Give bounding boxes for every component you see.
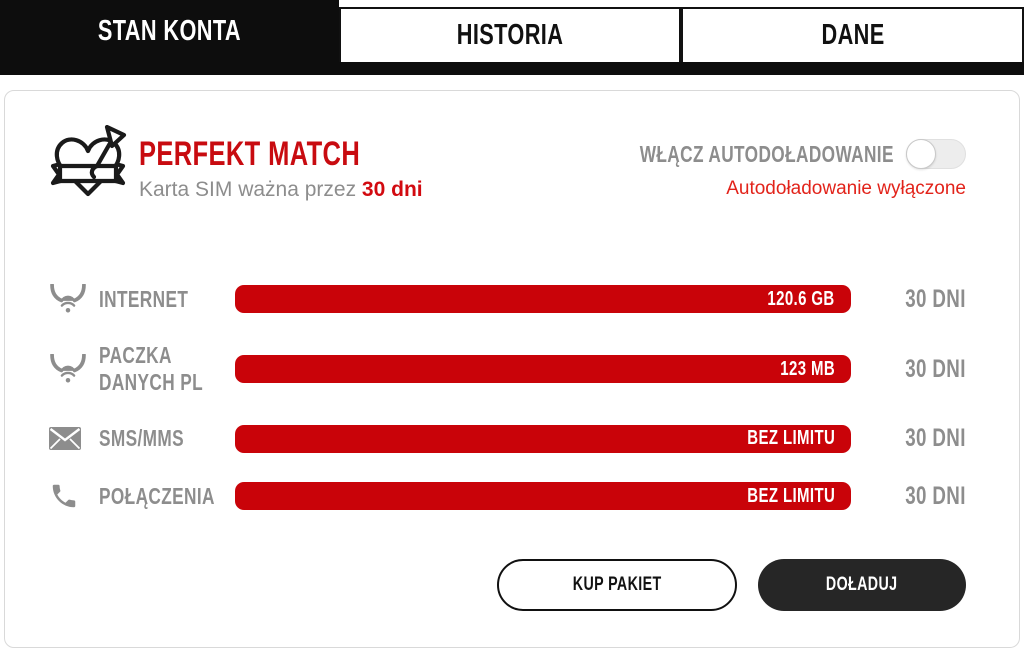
phone-icon xyxy=(49,481,99,511)
usage-bar xyxy=(235,355,851,383)
usage-value: 123 MB xyxy=(780,357,835,380)
usage-label: SMS/MMS xyxy=(99,425,185,451)
tab-label: HISTORIA xyxy=(456,19,564,51)
plan-info xyxy=(49,125,434,207)
usage-label: PACZKA DANYCH PL xyxy=(99,342,204,395)
tab-historia[interactable] xyxy=(339,7,682,62)
usage-row-internet xyxy=(49,284,966,314)
heart-arrow-logo-icon xyxy=(49,125,127,207)
viking-wifi-icon xyxy=(49,354,99,384)
usage-row-paczka-danych xyxy=(49,342,966,396)
usage-row-polaczenia xyxy=(49,481,966,511)
sim-validity-days: 30 dni xyxy=(361,177,423,201)
envelope-icon xyxy=(49,427,99,450)
usage-value: 120.6 GB xyxy=(767,287,835,310)
usage-period: 30 DNI xyxy=(905,354,966,383)
viking-wifi-icon xyxy=(49,284,99,314)
usage-row-sms-mms xyxy=(49,424,966,453)
autotopup-section xyxy=(555,125,966,200)
tab-dane[interactable] xyxy=(681,7,1024,62)
top-up-button[interactable] xyxy=(758,559,966,611)
sim-validity-text: Karta SIM ważna przez xyxy=(139,177,362,201)
plan-title: PERFEKT MATCH xyxy=(139,134,361,173)
usage-label: POŁĄCZENIA xyxy=(99,482,215,509)
usage-period: 30 DNI xyxy=(905,481,966,510)
plan-text xyxy=(139,131,434,202)
account-card xyxy=(4,90,1020,648)
buy-package-button[interactable] xyxy=(497,559,737,611)
sim-validity xyxy=(139,178,434,202)
action-buttons xyxy=(49,559,966,611)
tab-stan-konta[interactable] xyxy=(0,0,339,62)
usage-value: BEZ LIMITU xyxy=(747,484,835,507)
usage-label: INTERNET xyxy=(99,285,189,312)
tab-label: DANE xyxy=(821,19,885,51)
autotopup-label: WŁĄCZ AUTODOŁADOWANIE xyxy=(639,140,894,167)
usage-bar xyxy=(235,285,851,313)
autotopup-status: Autodoładowanie wyłączone xyxy=(726,178,966,199)
tab-label: STAN KONTA xyxy=(97,14,241,47)
usage-list xyxy=(49,284,966,511)
usage-bar xyxy=(235,425,851,453)
card-header xyxy=(49,125,966,205)
tab-bar xyxy=(0,0,1024,62)
usage-period: 30 DNI xyxy=(905,424,966,452)
autotopup-toggle[interactable] xyxy=(906,139,966,169)
buy-package-label: KUP PAKIET xyxy=(572,574,662,595)
toggle-knob xyxy=(906,139,936,169)
top-up-label: DOŁADUJ xyxy=(826,574,898,595)
usage-period: 30 DNI xyxy=(905,284,966,313)
tab-bar-underline xyxy=(0,62,1024,75)
usage-bar xyxy=(235,482,851,510)
usage-value: BEZ LIMITU xyxy=(747,427,835,449)
